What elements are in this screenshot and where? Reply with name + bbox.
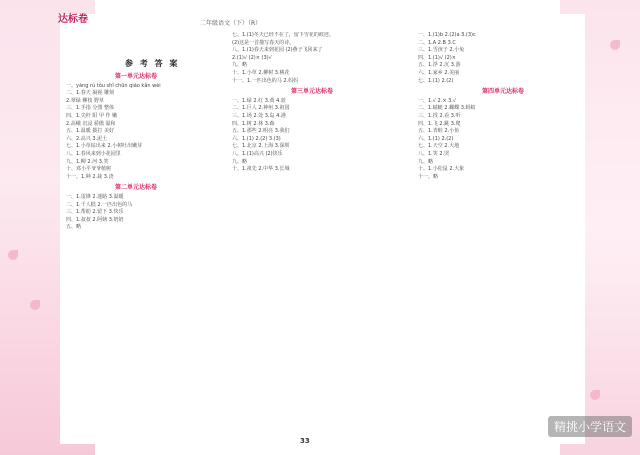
answer-line: 七、1.(1)冬天已经不在了，留下雪花的痕迹。: [232, 32, 334, 38]
answer-line: 三、1.帮助 2.留下 3.快乐: [66, 209, 124, 216]
brand-title: 达标卷: [58, 14, 88, 25]
answer-line: 四、1.树 2.林 3.森: [232, 120, 275, 127]
answer-line: 六、1.(1) 2.(2): [418, 135, 454, 142]
petal-decoration: [8, 250, 18, 260]
answer-line: 七、1.小草钻出来 2.小树吐出嫩芽: [66, 143, 143, 150]
page-header: [58, 10, 88, 25]
answer-line: 十、1.小草 2.柳树 3.桃花: [232, 69, 290, 76]
answer-line: 四、1.(1)√ (2)×: [418, 54, 456, 61]
answer-line: 2.(1)√ (2)× (3)√: [232, 54, 272, 61]
answer-line: 五、1.浮 2.沉 3.游: [418, 62, 461, 69]
answer-line: 十、邓小平爷爷植树: [66, 166, 112, 173]
watermark: 精挑小学语文: [548, 416, 632, 437]
petal-decoration: [30, 300, 40, 310]
answer-column-3: [418, 32, 588, 432]
answer-line: 二、1.蜻蜓 2.蝴蝶 3.蚂蚁: [418, 105, 476, 112]
answer-line: 八、1.春风来到小花园里: [66, 150, 121, 157]
answer-column-2: [232, 32, 392, 432]
answer-line: 六、1.(1) 2.(2) 3.(3): [232, 135, 281, 142]
answer-line: 六、1.家乡 2.美丽: [418, 69, 460, 76]
answer-line: 七、1.(1) 2.(2): [418, 77, 454, 84]
answer-line: 三、1.场 2.处 3.岛 4.港: [232, 112, 286, 119]
answer-line: 三、1.雪孩子 2.小兔: [418, 47, 465, 54]
answer-line: 十、1.小松鼠 2.大象: [418, 166, 465, 173]
answer-line: 一、1.雷锋 2.迷路 3.温暖: [66, 193, 124, 200]
answer-line: 五、1.那些 2.明亮 3.我们: [232, 128, 290, 135]
answer-line: 2.翠绿 柳枝 野草: [66, 97, 104, 104]
answer-line: 九、略: [232, 158, 248, 165]
answer-line: 五、1.温暖 拨打 美好: [66, 128, 114, 135]
answer-line: 八、1.(1)高兴 (2)快乐: [232, 150, 283, 157]
petal-decoration: [590, 390, 600, 400]
answer-line: 四、1.叔叔 2.阿姨 3.奶奶: [66, 216, 124, 223]
answer-line: 十一、1.种 2.栽 3.浇: [66, 173, 114, 180]
page-title: 参 考 答 案: [125, 59, 180, 68]
answer-line: 四、1.飞 2.跳 3.爬: [418, 120, 461, 127]
section-heading: 第三单元达标卷: [290, 88, 333, 96]
answer-line: 六、2.高兴 3.泥土: [66, 135, 108, 142]
section-heading: 第二单元达标卷: [114, 184, 157, 192]
answer-line: 二、1.春天 凝视 雕刻: [66, 90, 114, 97]
answer-column-1: [66, 70, 206, 430]
answer-line: 十一、略: [418, 173, 439, 180]
answer-line: 二、1.千人糕 2.一匹出色的马: [66, 201, 133, 208]
answer-line: 八、1.(1)春天来到花园 (2)燕子飞回来了: [232, 47, 323, 54]
section-heading: 第一单元达标卷: [114, 73, 157, 80]
answer-line: 三、1.手指 分图 整体: [66, 105, 114, 112]
answer-line: 二、1.A 2.B 3.C: [418, 39, 456, 46]
answer-line: 一、1.(1)b 2.(2)a 3.(3)c: [418, 32, 476, 38]
answer-line: 二、1.巨人 2.神州 3.祖国: [232, 105, 290, 112]
answer-line: 五、略: [66, 224, 82, 231]
answer-line: 一、yáng rú tǒu shǐ chūn qiáo kǎn wèi: [66, 82, 161, 89]
answer-line: 十一、1.一匹出色的马 2.妈妈: [232, 77, 299, 84]
answer-line: 2.高峨 沉浸 骄傲 温和: [66, 120, 116, 127]
petal-decoration: [610, 40, 620, 50]
answer-line: 一、1.绿 2.红 3.黄 4.蓝: [232, 97, 286, 104]
answer-line: 四、1.尖杆 阳 甲 作 嫩: [66, 112, 118, 119]
answer-line: 七、1.北京 2.上海 3.深圳: [232, 143, 290, 150]
header-subtitle: 二年级语文（下）（R）: [200, 20, 262, 27]
answer-line: 九、略: [418, 158, 434, 165]
answer-line: 七、1.天空 2.大地: [418, 143, 460, 150]
answer-line: 八、1.笑 2.哭: [418, 150, 450, 157]
page-number: 33: [300, 437, 310, 445]
answer-line: 九、1.柳 2.河 3.笑: [66, 158, 109, 165]
answer-line: (2)这是一首描写春天的诗。: [232, 39, 295, 46]
answer-line: 九、略: [232, 62, 248, 69]
answer-line: 三、1.找 2.看 3.听: [418, 112, 461, 119]
answer-line: 一、1.√ 2.× 3.√: [418, 97, 457, 104]
answer-line: 十、1.祖先 2.中华 3.长城: [232, 166, 290, 173]
answer-line: 五、1.青蛙 2.小鱼: [418, 128, 460, 135]
section-heading: 第四单元达标卷: [481, 88, 524, 96]
